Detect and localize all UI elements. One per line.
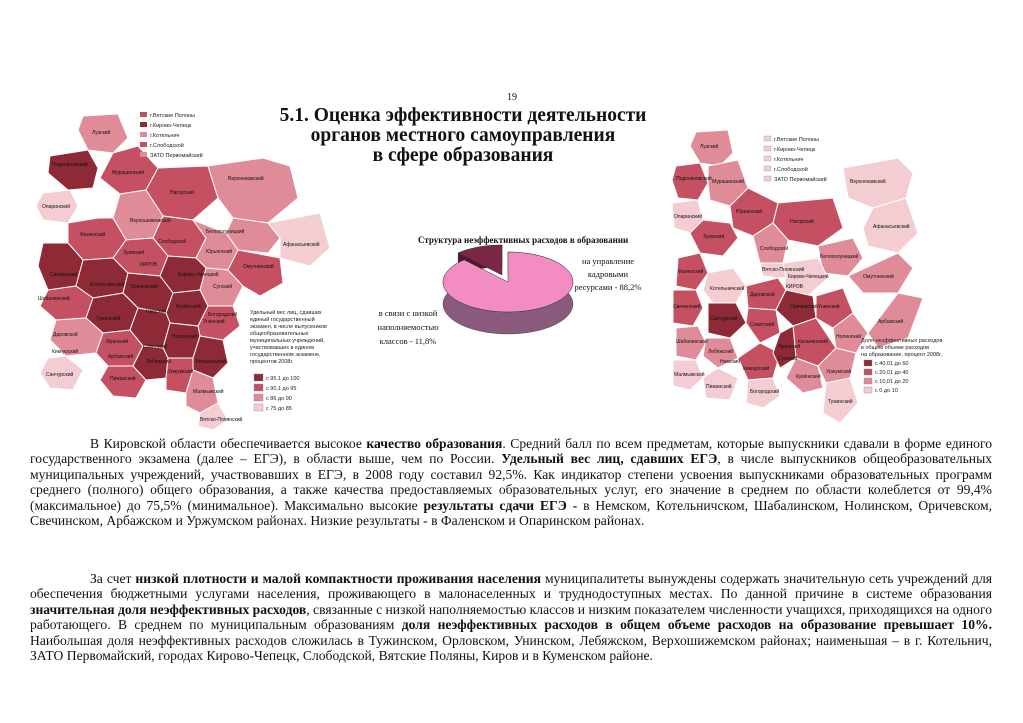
map-label: Сунский	[213, 284, 233, 290]
legend-title-line: Удельный вес лиц, сдавших	[250, 310, 322, 316]
map-label: Богородский	[208, 312, 238, 318]
map-label: КИРОВ	[140, 262, 157, 268]
city-legend-item: ЗАТО Первомайский	[774, 177, 827, 183]
legend-title-line: единый государственный	[250, 317, 315, 323]
map-label: Белохолуницкий	[206, 229, 245, 235]
map-label: Пижанский	[706, 384, 732, 390]
map-label: Зуевский	[123, 250, 145, 256]
map-label: Тужинский	[96, 316, 121, 322]
pie-label-line: на управление	[581, 256, 635, 266]
map-label: Сунский	[778, 356, 798, 362]
map-label: Верхнекамский	[228, 176, 264, 182]
city-legend-item: г.Котельнич	[774, 157, 804, 163]
map-label: Немский	[720, 359, 741, 365]
pie-label-line: в связи с низкой	[378, 308, 438, 318]
city-legend-item: г.Слободской	[150, 143, 184, 149]
map-label: Уржумский	[826, 369, 852, 375]
map-label: Оричевский	[130, 284, 158, 290]
map-label: Пижанский	[110, 376, 136, 382]
pie-label-a	[574, 256, 641, 292]
map-label: Лузский	[700, 144, 719, 150]
city-legend-item: г.Вятские Поляны	[150, 113, 195, 119]
legend-title-line: экзамен, в числе выпускников	[250, 324, 327, 330]
legend-swatch	[140, 152, 147, 157]
map-label: Юрьянский	[206, 249, 233, 255]
legend-swatch	[140, 122, 147, 127]
city-legend-item: ЗАТО Первомайский	[150, 153, 203, 159]
map-label: Свечинский	[673, 304, 701, 310]
map-label: Опаринский	[42, 204, 70, 210]
map-label: Нолинский	[836, 334, 862, 340]
map-label: Даровской	[53, 332, 78, 338]
pie-label-line: наполняемостью	[378, 322, 439, 332]
legend-item: с 90,1 до 95	[266, 386, 297, 392]
legend-item: с 20,01 до 40	[875, 370, 909, 376]
map-label: Санчурский	[46, 372, 74, 378]
legend-title-line: участвовавших в едином	[250, 345, 315, 351]
legend-swatch	[254, 374, 263, 381]
legend-swatch	[764, 146, 771, 151]
map-label: Слободской	[760, 246, 789, 252]
map-label: Нагорский	[790, 219, 814, 225]
bold-run: результаты сдачи ЕГЭ -	[423, 497, 578, 513]
map-label: Мурашинский	[712, 179, 745, 185]
map-label: Богородский	[750, 389, 780, 395]
pie-label-line: ресурсами - 88,2%	[574, 282, 642, 292]
map-label: Кумёнский	[176, 304, 201, 310]
map-ege-share-legend	[250, 309, 327, 412]
map-label: Нагорский	[170, 190, 194, 196]
map-label: Унинский	[818, 304, 840, 310]
legend-item: с 40,01 до 60	[875, 361, 909, 367]
city-legend-item: г.Котельнич	[150, 133, 180, 139]
map-ege-share-cities-legend	[140, 112, 203, 159]
map-label: Кикнурский	[743, 366, 770, 372]
legend-swatch	[764, 136, 771, 141]
map-label: Свечинский	[50, 272, 78, 278]
map-label: Нолинский	[172, 334, 198, 340]
map-label: Мурашинский	[112, 170, 145, 176]
map-label: Верхошижемский	[130, 218, 171, 224]
map-label: Подосиновский	[676, 176, 712, 182]
page-title-line-3: в сфере образования	[372, 145, 554, 166]
map-label: КИРОВ	[786, 284, 803, 290]
map-label: Афанасьевский	[873, 224, 910, 230]
pie-label-b	[378, 308, 439, 346]
legend-swatch	[764, 176, 771, 181]
bold-run: Удельный вес лиц, сдавших ЕГЭ	[501, 451, 718, 467]
map-label: Вятско-Полянский	[200, 417, 243, 423]
map-label: Кильмезский	[798, 339, 828, 345]
map-label: Фаленский	[80, 232, 106, 238]
page-number: 19	[507, 92, 517, 103]
map-label: Опаринский	[674, 214, 702, 220]
map-label: Лебяжский	[146, 359, 172, 365]
text-run: муниципалитеты вынуждены содержать значительную сеть учреждений для обеспечения бюджетными услугами населения, проживающего в малонаселенных и труднодоступных местах. По данной причине в системе образования	[30, 571, 992, 602]
map-label: Фаленский	[678, 269, 704, 275]
map-label: Слободской	[158, 239, 187, 245]
pie-chart	[378, 232, 670, 362]
text-run: В Кировской области обеспечивается высокое	[90, 436, 367, 451]
map-label: Шабалинский	[38, 296, 70, 302]
map-label: Малмыжский	[674, 372, 705, 378]
map-label: Яранский	[106, 339, 129, 345]
map-label: Малмыжский	[193, 389, 224, 395]
bold-run: качество образования	[366, 436, 503, 451]
map-label: Подосиновский	[52, 162, 88, 168]
text-run: . Средний балл по всем предметам, которые выпускники сдавали в форме единого государственного экзамена (далее – ЕГЭ), в области выше, чем по России.	[30, 436, 992, 467]
map-ineffective-spending-cities-legend	[764, 136, 827, 183]
map-label: Кикнурский	[52, 349, 79, 355]
map-label: Кирово-Чепецкий	[788, 274, 829, 280]
legend-item: с 86 до 90	[266, 396, 292, 402]
map-label: Тужинский	[828, 399, 853, 405]
page-title-line-2: органов местного самоуправления	[310, 125, 616, 146]
map-label: Кумёнский	[796, 374, 821, 380]
legend-swatch	[254, 404, 263, 411]
page-title-line-1: 5.1. Оценка эффективности деятельности	[279, 105, 647, 126]
map-ege-share	[28, 108, 343, 433]
text-run: За счет	[90, 571, 136, 586]
legend-item: с 75 до 85	[266, 406, 292, 412]
map-label: Зуевский	[703, 234, 725, 240]
map-label: Котельничский	[90, 282, 125, 288]
legend-swatch	[140, 112, 147, 117]
map-label: Лебяжский	[708, 349, 734, 355]
text-run: Наибольшая доля неэффективных расходов сложилась в Тужинском, Орловском, Унинском, Лебяжском, Верхошижемском районах; наименьшая – в г. Котельнич, ЗАТО Первомайский, городах Кирово-Чепецк, Слободской, Вятские Поляны, Киров и в Куменском районе.	[30, 632, 992, 664]
pie-slice	[443, 252, 573, 312]
city-legend-item: г.Слободской	[774, 167, 808, 173]
legend-swatch	[864, 360, 872, 366]
map-ineffective-spending	[668, 128, 1000, 430]
pie-label-line: кадровыми	[587, 269, 629, 279]
legend-title-line: общеобразовательных	[250, 331, 309, 337]
map-label: Немский	[146, 309, 167, 315]
map-label: Лузский	[92, 130, 111, 136]
map-label: Юрьянский	[736, 209, 763, 215]
map-label: Омутнинский	[243, 264, 274, 270]
map-label: Кильмезский	[196, 359, 226, 365]
bold-run: доля неэффективных расходов в общем объеме расходов на образование превышает 10%.	[401, 617, 992, 633]
legend-title-line: муниципальных учреждений,	[250, 338, 325, 344]
text-run: в Немском, Котельничском, Шабалинском, Нолинском, Оричевском, Свечинском, Арбажском и Уржумском районах. Низкие результаты - в Фаленском и Опаринском районах.	[30, 497, 992, 529]
map-label: Арбажский	[108, 354, 134, 360]
map-label: Яранский	[778, 344, 801, 350]
map-label: Советский	[143, 344, 168, 350]
legend-swatch	[764, 166, 771, 171]
legend-title-line: на образование, процент 2008г.	[861, 352, 942, 358]
map-label: Белохолуницкий	[820, 254, 859, 260]
body-paragraph-2	[30, 571, 992, 663]
map-label: Верхнекамский	[850, 179, 886, 185]
map-label: Советский	[750, 322, 775, 328]
legend-swatch	[864, 369, 872, 375]
map-label: Санчурский	[710, 316, 738, 322]
text-run: , связанные с низкой наполняемостью классов и низким показателем численности учащихся, приходящихся на одного работающего. В среднем по муниципальным образованиям	[30, 601, 992, 633]
bold-run: значительная доля неэффективных расходов	[30, 601, 307, 617]
legend-item: с 10,01 до 20	[875, 379, 909, 385]
map-label: Уржумский	[168, 369, 194, 375]
city-legend-item: г.Кирово-Чепецк	[774, 147, 816, 153]
map-label: Афанасьевский	[283, 242, 320, 248]
chart-title: Структура неэффективных расходов в образовании	[418, 235, 629, 245]
legend-item: с 0 до 10	[875, 388, 898, 394]
map-label: Унинский	[203, 319, 225, 325]
city-legend-item: г.Кирово-Чепецк	[150, 123, 192, 129]
map-label: Котельничский	[710, 286, 745, 292]
legend-swatch	[864, 378, 872, 384]
map-label: Омутнинский	[863, 274, 894, 280]
legend-item: с 95,1 до 100	[266, 376, 300, 382]
legend-swatch	[864, 387, 872, 393]
map-label: Кирово-Чепецкий	[178, 272, 219, 278]
legend-swatch	[140, 132, 147, 137]
text-run: , в числе выпускников общеобразовательных муниципальных учреждений, участвовавших в ЕГЭ, в 2008 году составил 92,5%. Как индикатор степени усвоения выпускниками образовательных программ среднего (полного) общего образования, а также качества предоставляемых образовательных услуг, его значение в среднем по области колеблется от 99,4% (максимальное) до 75,5% (минимальное). Максимально высокие	[30, 451, 993, 513]
city-legend-item: г.Вятские Поляны	[774, 137, 819, 143]
map-label: Вятско-Полянский	[762, 267, 805, 273]
map-label: Оричевский	[790, 304, 818, 310]
legend-title-line: государственном экзамене,	[250, 352, 321, 358]
legend-title-line: Доля неэффективных расходов	[861, 338, 943, 344]
legend-title-line: в общем объеме расходов	[861, 345, 930, 351]
map-label: Даровской	[750, 292, 775, 298]
legend-swatch	[254, 394, 263, 401]
bold-run: низкой плотности и малой компактности проживания населения	[135, 571, 541, 586]
map-label: Шабалинский	[676, 339, 708, 345]
body-paragraph-1	[30, 436, 992, 528]
legend-swatch	[140, 142, 147, 147]
legend-swatch	[254, 384, 263, 391]
pie-label-line: классов - 11,8%	[379, 336, 437, 346]
pie-slices	[443, 245, 573, 334]
map-label: Арбажский	[878, 319, 904, 325]
map-ineffective-spending-legend	[861, 338, 942, 394]
legend-title-line: процентов 2008г.	[250, 359, 294, 365]
legend-swatch	[764, 156, 771, 161]
